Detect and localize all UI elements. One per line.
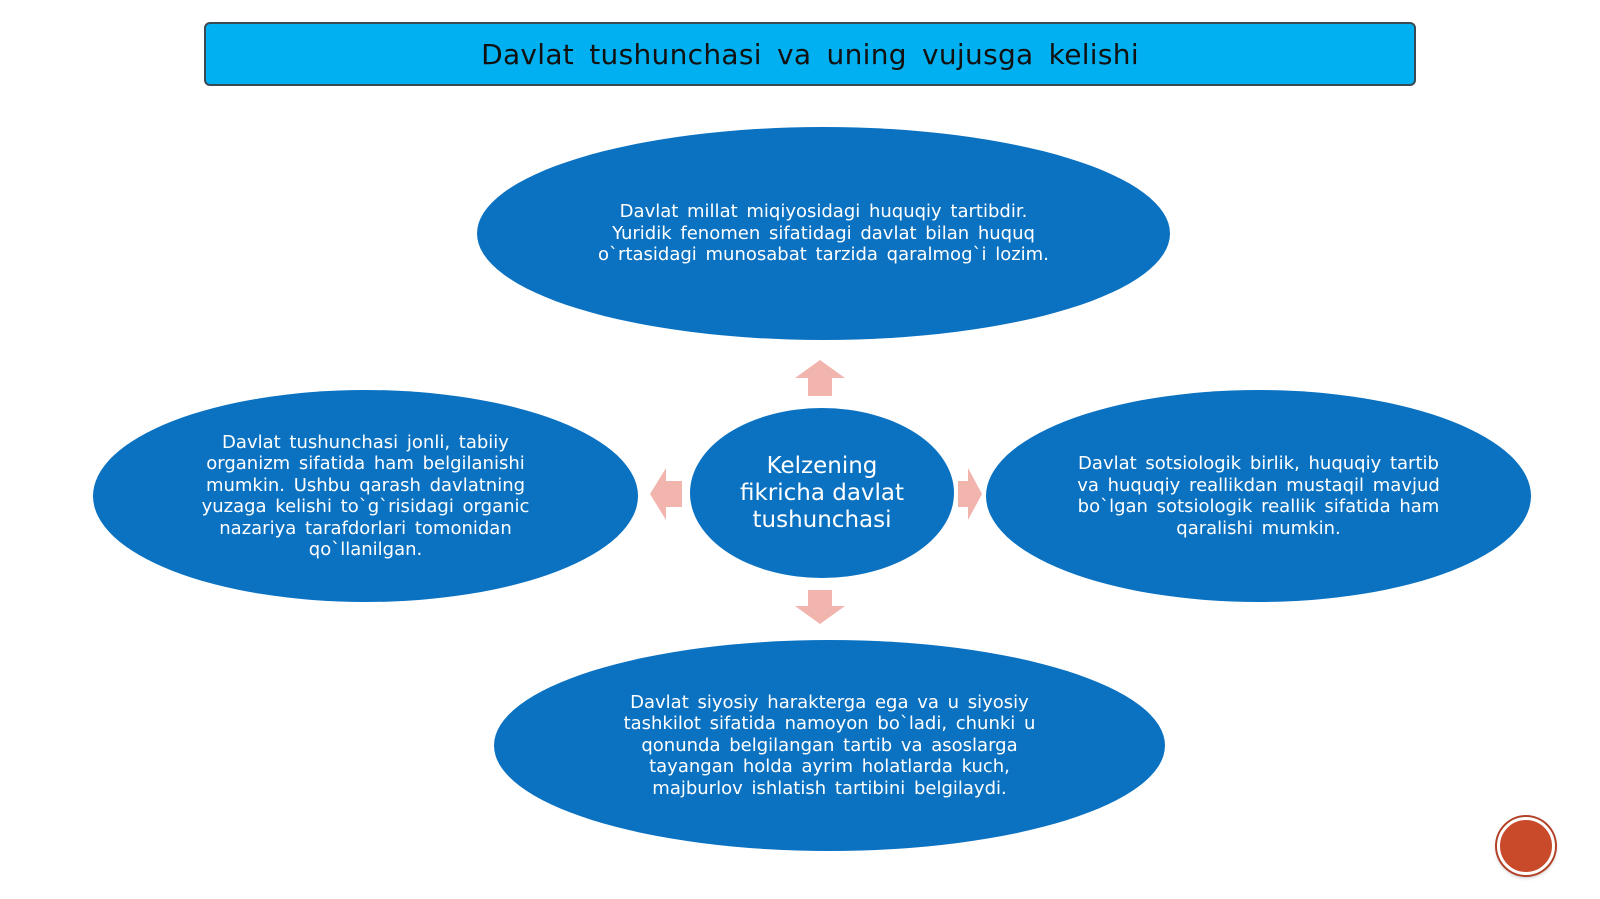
node-bottom-text: Davlat siyosiy harakterga ega va u siyosiy tashkilot sifatida namoyon bo`ladi, chunki u qonunda belgilangan tartib va asoslarga tayangan holda ayrim holatlarda kuch, majburlov ishlatish tartibini belgilaydi. [623, 691, 1036, 799]
node-top-text: Davlat millat miqiyosidagi huquqiy tartibdir. Yuridik fenomen sifatidagi davlat bilan huquq o`rtasidagi munosabat tarzida qaralmog`i lozim. [598, 201, 1049, 266]
center-node [690, 408, 954, 578]
node-right [986, 390, 1531, 602]
node-bottom [494, 640, 1165, 851]
arrow-right-icon [958, 468, 982, 520]
page-title: Davlat tushunchasi va uning vujusga kelishi [481, 37, 1139, 71]
arrow-up-icon [795, 360, 845, 396]
center-node-text: Kelzening fikricha davlat tushunchasi [739, 452, 905, 533]
node-top [477, 127, 1170, 340]
title-bar [204, 22, 1416, 86]
arrow-down-icon [795, 590, 845, 624]
node-right-text: Davlat sotsiologik birlik, huquqiy tartib va huquqiy reallikdan mustaqil mavjud bo`lgan sotsiologik reallik sifatida ham qaralishi mumkin. [1077, 453, 1440, 539]
node-left-text: Davlat tushunchasi jonli, tabiiy organizm sifatida ham belgilanishi mumkin. Ushbu qarash davlatning yuzaga kelishi to`g`risidagi organic nazariya tarafdorlari tomonidan qo`llanilgan. [201, 431, 530, 560]
slide-nav-button[interactable] [1497, 817, 1555, 875]
arrow-left-icon [650, 468, 682, 520]
node-left [93, 390, 638, 602]
